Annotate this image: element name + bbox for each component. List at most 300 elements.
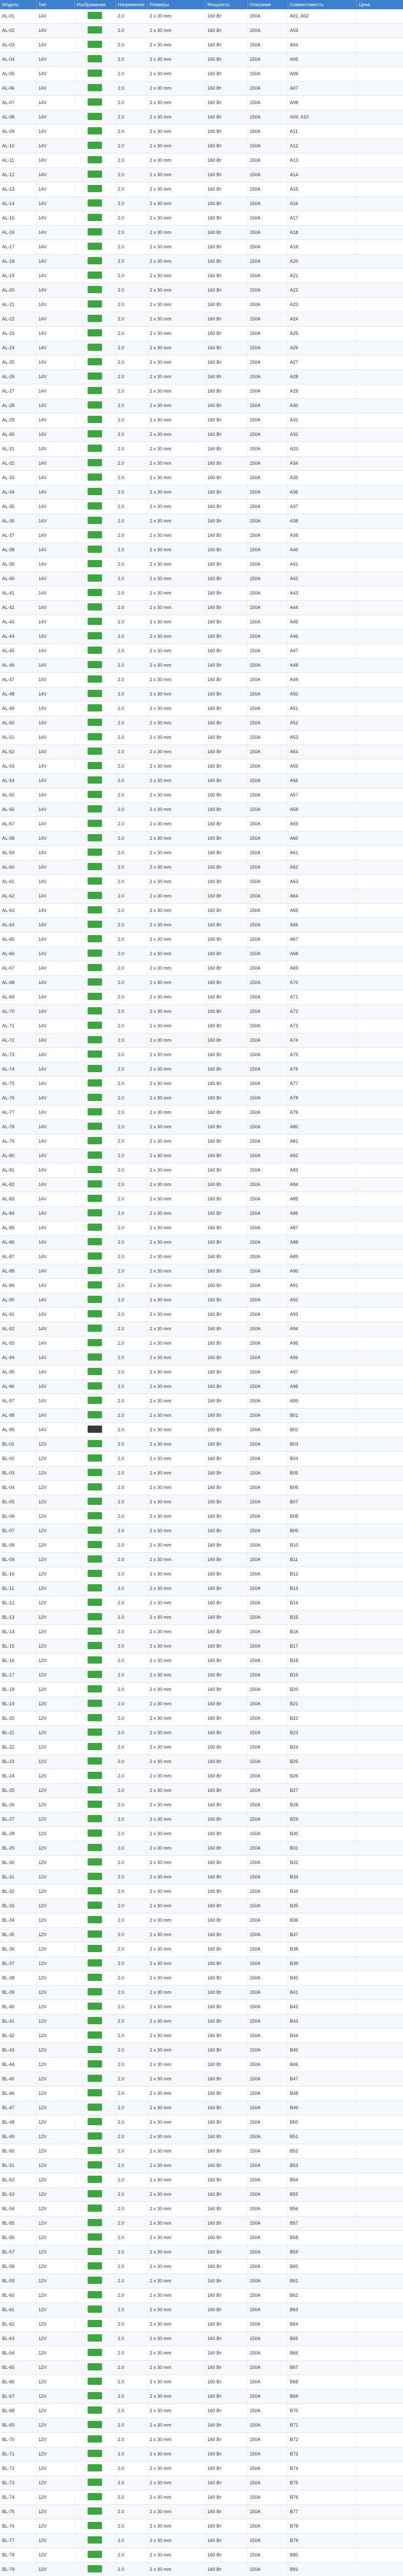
col-header[interactable]: Тип: [36, 0, 74, 9]
table-row[interactable]: [0, 2332, 403, 2346]
table-row[interactable]: [0, 2231, 403, 2245]
table-row[interactable]: [0, 529, 403, 543]
product-thumbnail-icon[interactable]: [88, 546, 102, 553]
table-row[interactable]: [0, 557, 403, 572]
table-row[interactable]: [0, 1005, 403, 1019]
product-thumbnail-icon[interactable]: [88, 1498, 102, 1505]
table-row[interactable]: [0, 355, 403, 370]
table-row[interactable]: [0, 2289, 403, 2303]
product-thumbnail-icon[interactable]: [88, 906, 102, 913]
col-header[interactable]: Изображение: [74, 0, 115, 9]
product-thumbnail-icon[interactable]: [88, 1685, 102, 1692]
product-thumbnail-icon[interactable]: [88, 849, 102, 856]
table-row[interactable]: [0, 298, 403, 312]
product-thumbnail-icon[interactable]: [88, 805, 102, 812]
table-row[interactable]: [0, 327, 403, 341]
product-thumbnail-icon[interactable]: [88, 171, 102, 178]
table-row[interactable]: [0, 1899, 403, 1913]
product-thumbnail-icon[interactable]: [88, 2507, 102, 2515]
table-row[interactable]: [0, 1769, 403, 1784]
product-thumbnail-icon[interactable]: [88, 661, 102, 668]
product-thumbnail-icon[interactable]: [88, 1930, 102, 1938]
table-row[interactable]: [0, 2563, 403, 2576]
product-thumbnail-icon[interactable]: [88, 2190, 102, 2197]
product-thumbnail-icon[interactable]: [88, 2551, 102, 2558]
product-thumbnail-icon[interactable]: [88, 1353, 102, 1361]
table-row[interactable]: [0, 803, 403, 817]
table-row[interactable]: [0, 1913, 403, 1928]
table-row[interactable]: [0, 2404, 403, 2418]
product-thumbnail-icon[interactable]: [88, 2464, 102, 2471]
table-row[interactable]: [0, 1409, 403, 1423]
table-row[interactable]: [0, 1986, 403, 2000]
table-row[interactable]: [0, 1336, 403, 1351]
product-thumbnail-icon[interactable]: [88, 935, 102, 942]
table-row[interactable]: [0, 1784, 403, 1798]
product-thumbnail-icon[interactable]: [88, 1238, 102, 1245]
product-thumbnail-icon[interactable]: [88, 1123, 102, 1130]
table-row[interactable]: [0, 1611, 403, 1625]
col-header[interactable]: Описание: [247, 0, 288, 9]
product-thumbnail-icon[interactable]: [88, 2233, 102, 2241]
product-thumbnail-icon[interactable]: [88, 2262, 102, 2269]
table-row[interactable]: [0, 961, 403, 976]
table-row[interactable]: [0, 1250, 403, 1264]
product-thumbnail-icon[interactable]: [88, 1873, 102, 1880]
table-row[interactable]: [0, 2433, 403, 2447]
product-thumbnail-icon[interactable]: [88, 2060, 102, 2067]
product-thumbnail-icon[interactable]: [88, 2219, 102, 2226]
table-row[interactable]: [0, 471, 403, 485]
product-thumbnail-icon[interactable]: [88, 964, 102, 971]
table-row[interactable]: [0, 1192, 403, 1207]
table-row[interactable]: [0, 384, 403, 399]
table-row[interactable]: [0, 2130, 403, 2144]
product-thumbnail-icon[interactable]: [88, 2349, 102, 2356]
table-row[interactable]: [0, 1567, 403, 1582]
product-thumbnail-icon[interactable]: [88, 1700, 102, 1707]
product-thumbnail-icon[interactable]: [88, 228, 102, 235]
product-thumbnail-icon[interactable]: [88, 1267, 102, 1274]
table-row[interactable]: [0, 586, 403, 601]
table-row[interactable]: [0, 1163, 403, 1178]
table-row[interactable]: [0, 1077, 403, 1091]
product-thumbnail-icon[interactable]: [88, 2248, 102, 2255]
product-thumbnail-icon[interactable]: [88, 632, 102, 639]
table-row[interactable]: [0, 1279, 403, 1293]
table-row[interactable]: [0, 1827, 403, 1841]
table-row[interactable]: [0, 2534, 403, 2548]
table-row[interactable]: [0, 456, 403, 471]
table-row[interactable]: [0, 514, 403, 529]
table-row[interactable]: [0, 1957, 403, 1971]
table-row[interactable]: [0, 2303, 403, 2317]
table-row[interactable]: [0, 1697, 403, 1711]
table-row[interactable]: [0, 702, 403, 716]
product-thumbnail-icon[interactable]: [88, 358, 102, 365]
table-row[interactable]: [0, 1798, 403, 1812]
table-row[interactable]: [0, 2375, 403, 2389]
table-row[interactable]: [0, 644, 403, 658]
product-thumbnail-icon[interactable]: [88, 950, 102, 957]
table-row[interactable]: [0, 139, 403, 154]
table-row[interactable]: [0, 860, 403, 875]
product-thumbnail-icon[interactable]: [88, 1613, 102, 1620]
col-header[interactable]: Совместимость: [288, 0, 357, 9]
product-thumbnail-icon[interactable]: [88, 1325, 102, 1332]
table-row[interactable]: [0, 1235, 403, 1250]
table-row[interactable]: [0, 1048, 403, 1062]
table-row[interactable]: [0, 312, 403, 327]
table-row[interactable]: [0, 990, 403, 1005]
table-row[interactable]: [0, 774, 403, 788]
product-thumbnail-icon[interactable]: [88, 517, 102, 524]
product-thumbnail-icon[interactable]: [88, 863, 102, 870]
product-thumbnail-icon[interactable]: [88, 2320, 102, 2327]
table-row[interactable]: [0, 442, 403, 456]
table-row[interactable]: [0, 1466, 403, 1481]
product-thumbnail-icon[interactable]: [88, 1815, 102, 1822]
table-row[interactable]: [0, 500, 403, 514]
table-row[interactable]: [0, 197, 403, 211]
product-thumbnail-icon[interactable]: [88, 502, 102, 510]
table-row[interactable]: [0, 1019, 403, 1033]
product-thumbnail-icon[interactable]: [88, 1382, 102, 1389]
product-thumbnail-icon[interactable]: [88, 791, 102, 798]
table-row[interactable]: [0, 1683, 403, 1697]
product-thumbnail-icon[interactable]: [88, 1570, 102, 1577]
table-row[interactable]: [0, 2216, 403, 2231]
product-thumbnail-icon[interactable]: [88, 2031, 102, 2039]
product-thumbnail-icon[interactable]: [88, 2378, 102, 2385]
product-thumbnail-icon[interactable]: [88, 1483, 102, 1490]
table-row[interactable]: [0, 673, 403, 687]
table-row[interactable]: [0, 110, 403, 125]
table-row[interactable]: [0, 428, 403, 442]
table-row[interactable]: [0, 904, 403, 918]
product-thumbnail-icon[interactable]: [88, 2406, 102, 2414]
table-row[interactable]: [0, 1033, 403, 1048]
table-row[interactable]: [0, 1856, 403, 1870]
product-thumbnail-icon[interactable]: [88, 1757, 102, 1765]
table-row[interactable]: [0, 255, 403, 269]
table-row[interactable]: [0, 1639, 403, 1654]
table-row[interactable]: [0, 1654, 403, 1668]
table-row[interactable]: [0, 918, 403, 933]
product-thumbnail-icon[interactable]: [88, 1671, 102, 1678]
table-row[interactable]: [0, 1582, 403, 1596]
product-thumbnail-icon[interactable]: [88, 704, 102, 711]
table-row[interactable]: [0, 2505, 403, 2519]
table-row[interactable]: [0, 1322, 403, 1336]
product-thumbnail-icon[interactable]: [88, 1209, 102, 1216]
table-row[interactable]: [0, 933, 403, 947]
table-row[interactable]: [0, 1394, 403, 1409]
table-row[interactable]: [0, 1755, 403, 1769]
table-row[interactable]: [0, 1293, 403, 1308]
table-row[interactable]: [0, 759, 403, 774]
table-row[interactable]: [0, 2115, 403, 2130]
table-row[interactable]: [0, 125, 403, 139]
product-thumbnail-icon[interactable]: [88, 574, 102, 582]
product-thumbnail-icon[interactable]: [88, 445, 102, 452]
product-thumbnail-icon[interactable]: [88, 675, 102, 683]
product-thumbnail-icon[interactable]: [88, 2334, 102, 2342]
product-thumbnail-icon[interactable]: [88, 1310, 102, 1317]
product-thumbnail-icon[interactable]: [88, 2118, 102, 2125]
table-row[interactable]: [0, 716, 403, 731]
product-thumbnail-icon[interactable]: [88, 372, 102, 380]
product-thumbnail-icon[interactable]: [88, 1180, 102, 1188]
product-thumbnail-icon[interactable]: [88, 1079, 102, 1087]
table-row[interactable]: [0, 240, 403, 255]
product-thumbnail-icon[interactable]: [88, 834, 102, 841]
product-thumbnail-icon[interactable]: [88, 733, 102, 740]
product-thumbnail-icon[interactable]: [88, 1022, 102, 1029]
product-thumbnail-icon[interactable]: [88, 387, 102, 394]
table-row[interactable]: [0, 615, 403, 630]
product-thumbnail-icon[interactable]: [88, 1887, 102, 1894]
table-row[interactable]: [0, 731, 403, 745]
table-row[interactable]: [0, 2418, 403, 2433]
product-thumbnail-icon[interactable]: [88, 2392, 102, 2399]
product-thumbnail-icon[interactable]: [88, 1512, 102, 1519]
table-row[interactable]: [0, 38, 403, 53]
product-thumbnail-icon[interactable]: [88, 1555, 102, 1563]
table-row[interactable]: [0, 788, 403, 803]
product-thumbnail-icon[interactable]: [88, 1829, 102, 1837]
table-row[interactable]: [0, 1351, 403, 1365]
product-thumbnail-icon[interactable]: [88, 55, 102, 62]
product-thumbnail-icon[interactable]: [88, 1296, 102, 1303]
table-row[interactable]: [0, 543, 403, 557]
product-thumbnail-icon[interactable]: [88, 2493, 102, 2500]
col-header[interactable]: Цена: [357, 0, 403, 9]
product-thumbnail-icon[interactable]: [88, 1628, 102, 1635]
product-thumbnail-icon[interactable]: [88, 113, 102, 120]
product-thumbnail-icon[interactable]: [88, 142, 102, 149]
product-thumbnail-icon[interactable]: [88, 2205, 102, 2212]
table-row[interactable]: [0, 1538, 403, 1553]
table-row[interactable]: [0, 2490, 403, 2505]
product-thumbnail-icon[interactable]: [88, 877, 102, 885]
table-row[interactable]: [0, 2260, 403, 2274]
product-thumbnail-icon[interactable]: [88, 1426, 102, 1433]
table-row[interactable]: [0, 2245, 403, 2260]
table-row[interactable]: [0, 1885, 403, 1899]
table-row[interactable]: [0, 399, 403, 413]
product-thumbnail-icon[interactable]: [88, 2075, 102, 2082]
product-thumbnail-icon[interactable]: [88, 2132, 102, 2140]
product-thumbnail-icon[interactable]: [88, 1108, 102, 1115]
table-row[interactable]: [0, 269, 403, 283]
table-row[interactable]: [0, 846, 403, 860]
table-row[interactable]: [0, 341, 403, 355]
table-row[interactable]: [0, 2389, 403, 2404]
table-row[interactable]: [0, 2072, 403, 2087]
product-thumbnail-icon[interactable]: [88, 1916, 102, 1923]
product-thumbnail-icon[interactable]: [88, 748, 102, 755]
product-thumbnail-icon[interactable]: [88, 1858, 102, 1866]
product-thumbnail-icon[interactable]: [88, 978, 102, 986]
table-row[interactable]: [0, 889, 403, 904]
table-row[interactable]: [0, 1740, 403, 1755]
product-thumbnail-icon[interactable]: [88, 820, 102, 827]
product-thumbnail-icon[interactable]: [88, 286, 102, 293]
table-row[interactable]: [0, 1062, 403, 1077]
table-row[interactable]: [0, 1264, 403, 1279]
product-thumbnail-icon[interactable]: [88, 1036, 102, 1043]
table-row[interactable]: [0, 1928, 403, 1942]
product-thumbnail-icon[interactable]: [88, 84, 102, 91]
product-thumbnail-icon[interactable]: [88, 2277, 102, 2284]
table-row[interactable]: [0, 81, 403, 96]
product-thumbnail-icon[interactable]: [88, 1151, 102, 1159]
table-row[interactable]: [0, 2447, 403, 2462]
product-thumbnail-icon[interactable]: [88, 1599, 102, 1606]
product-thumbnail-icon[interactable]: [88, 26, 102, 33]
table-row[interactable]: [0, 1120, 403, 1134]
table-row[interactable]: [0, 1452, 403, 1466]
table-row[interactable]: [0, 1668, 403, 1683]
table-row[interactable]: [0, 572, 403, 586]
product-thumbnail-icon[interactable]: [88, 488, 102, 495]
table-row[interactable]: [0, 1091, 403, 1106]
table-row[interactable]: [0, 9, 403, 24]
table-row[interactable]: [0, 2317, 403, 2332]
table-row[interactable]: [0, 875, 403, 889]
table-row[interactable]: [0, 1942, 403, 1957]
product-thumbnail-icon[interactable]: [88, 1714, 102, 1721]
product-thumbnail-icon[interactable]: [88, 1137, 102, 1144]
table-row[interactable]: [0, 817, 403, 832]
table-row[interactable]: [0, 1365, 403, 1380]
col-header[interactable]: Мощность: [205, 0, 247, 9]
table-row[interactable]: [0, 2462, 403, 2476]
product-thumbnail-icon[interactable]: [88, 921, 102, 928]
table-row[interactable]: [0, 370, 403, 384]
product-thumbnail-icon[interactable]: [88, 1772, 102, 1779]
product-thumbnail-icon[interactable]: [88, 1224, 102, 1231]
product-thumbnail-icon[interactable]: [88, 2421, 102, 2428]
product-thumbnail-icon[interactable]: [88, 459, 102, 466]
table-row[interactable]: [0, 182, 403, 197]
product-thumbnail-icon[interactable]: [88, 1541, 102, 1548]
product-thumbnail-icon[interactable]: [88, 1252, 102, 1260]
product-thumbnail-icon[interactable]: [88, 647, 102, 654]
table-row[interactable]: [0, 53, 403, 67]
product-thumbnail-icon[interactable]: [88, 272, 102, 279]
product-thumbnail-icon[interactable]: [88, 12, 102, 19]
product-thumbnail-icon[interactable]: [88, 892, 102, 899]
table-row[interactable]: [0, 413, 403, 428]
product-thumbnail-icon[interactable]: [88, 690, 102, 697]
product-thumbnail-icon[interactable]: [88, 2161, 102, 2168]
product-thumbnail-icon[interactable]: [88, 214, 102, 221]
table-row[interactable]: [0, 1134, 403, 1149]
table-row[interactable]: [0, 2000, 403, 2014]
product-thumbnail-icon[interactable]: [88, 1945, 102, 1952]
product-thumbnail-icon[interactable]: [88, 1166, 102, 1173]
product-thumbnail-icon[interactable]: [88, 1844, 102, 1851]
table-row[interactable]: [0, 168, 403, 182]
table-row[interactable]: [0, 1841, 403, 1856]
product-thumbnail-icon[interactable]: [88, 2522, 102, 2529]
product-thumbnail-icon[interactable]: [88, 2450, 102, 2457]
product-thumbnail-icon[interactable]: [88, 2176, 102, 2183]
product-thumbnail-icon[interactable]: [88, 719, 102, 726]
product-thumbnail-icon[interactable]: [88, 243, 102, 250]
table-row[interactable]: [0, 2043, 403, 2058]
product-thumbnail-icon[interactable]: [88, 603, 102, 611]
table-row[interactable]: [0, 1423, 403, 1437]
table-row[interactable]: [0, 211, 403, 226]
product-thumbnail-icon[interactable]: [88, 1801, 102, 1808]
table-row[interactable]: [0, 1308, 403, 1322]
product-thumbnail-icon[interactable]: [88, 1411, 102, 1418]
product-thumbnail-icon[interactable]: [88, 1094, 102, 1101]
table-row[interactable]: [0, 1481, 403, 1495]
product-thumbnail-icon[interactable]: [88, 70, 102, 77]
table-row[interactable]: [0, 67, 403, 81]
table-row[interactable]: [0, 601, 403, 615]
table-row[interactable]: [0, 745, 403, 759]
product-thumbnail-icon[interactable]: [88, 1743, 102, 1750]
table-row[interactable]: [0, 2202, 403, 2216]
table-row[interactable]: [0, 947, 403, 961]
col-header[interactable]: Напряжение: [115, 0, 147, 9]
table-row[interactable]: [0, 1221, 403, 1235]
table-row[interactable]: [0, 2548, 403, 2563]
table-row[interactable]: [0, 1207, 403, 1221]
product-thumbnail-icon[interactable]: [88, 1281, 102, 1289]
table-row[interactable]: [0, 630, 403, 644]
product-thumbnail-icon[interactable]: [88, 1007, 102, 1014]
product-thumbnail-icon[interactable]: [88, 1195, 102, 1202]
product-thumbnail-icon[interactable]: [88, 618, 102, 625]
product-thumbnail-icon[interactable]: [88, 1728, 102, 1736]
product-thumbnail-icon[interactable]: [88, 531, 102, 538]
product-thumbnail-icon[interactable]: [88, 156, 102, 163]
product-thumbnail-icon[interactable]: [88, 2104, 102, 2111]
product-thumbnail-icon[interactable]: [88, 2017, 102, 2024]
product-thumbnail-icon[interactable]: [88, 1065, 102, 1072]
table-row[interactable]: [0, 687, 403, 702]
product-thumbnail-icon[interactable]: [88, 1974, 102, 1981]
table-row[interactable]: [0, 1149, 403, 1163]
product-thumbnail-icon[interactable]: [88, 1642, 102, 1649]
product-thumbnail-icon[interactable]: [88, 1902, 102, 1909]
product-thumbnail-icon[interactable]: [88, 2435, 102, 2443]
product-thumbnail-icon[interactable]: [88, 127, 102, 134]
table-row[interactable]: [0, 2058, 403, 2072]
product-thumbnail-icon[interactable]: [88, 344, 102, 351]
table-row[interactable]: [0, 2346, 403, 2361]
table-row[interactable]: [0, 832, 403, 846]
table-row[interactable]: [0, 283, 403, 298]
table-row[interactable]: [0, 1553, 403, 1567]
table-row[interactable]: [0, 2476, 403, 2490]
product-thumbnail-icon[interactable]: [88, 762, 102, 769]
table-row[interactable]: [0, 24, 403, 38]
product-thumbnail-icon[interactable]: [88, 98, 102, 106]
product-thumbnail-icon[interactable]: [88, 1339, 102, 1346]
product-thumbnail-icon[interactable]: [88, 1527, 102, 1534]
product-thumbnail-icon[interactable]: [88, 2089, 102, 2096]
table-row[interactable]: [0, 2029, 403, 2043]
table-row[interactable]: [0, 1711, 403, 1726]
product-thumbnail-icon[interactable]: [88, 1656, 102, 1664]
